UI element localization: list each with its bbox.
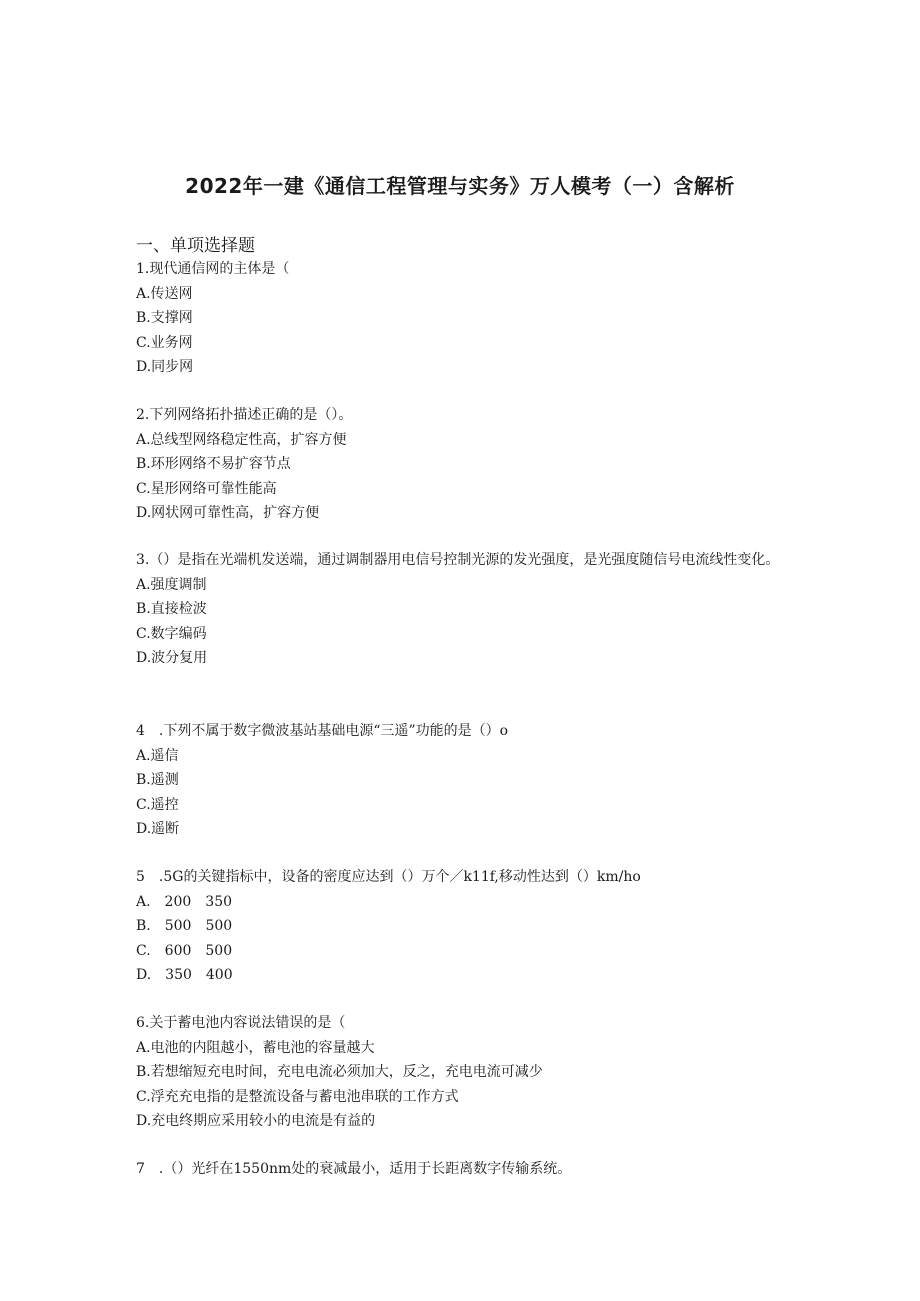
- question-stem: 2.下列网络拓扑描述正确的是（）。: [136, 407, 353, 423]
- option-b: B.支撑网: [136, 310, 193, 326]
- option-c: C. 600 500: [136, 942, 233, 959]
- option-b: B.环形网络不易扩容节点: [136, 456, 291, 472]
- option-d: D.波分复用: [136, 650, 208, 666]
- section-heading: 一、单项选择题: [136, 236, 255, 256]
- option-a: A.传送网: [136, 285, 193, 302]
- question-4: [136, 719, 796, 842]
- option-a: A.遥信: [136, 747, 179, 764]
- question-stem: 6.关于蓄电池内容说法错误的是（: [136, 1015, 346, 1031]
- option-b: B. 500 500: [136, 918, 233, 934]
- question-stem: 4 .下列不属于数字微波基站基础电源“三遥”功能的是（）o: [136, 723, 509, 739]
- option-a: A.总线型网络稳定性高，扩容方便: [136, 431, 347, 448]
- question-stem: 5 .5G的关键指标中，设备的密度应达到（）万个／k11f,移动性达到（）km/ho: [136, 869, 641, 885]
- question-stem: 3.（）是指在光端机发送端，通过调制器用电信号控制光源的发光强度，是光强度随信号电流线性变化。: [136, 552, 780, 568]
- question-5: [136, 865, 796, 988]
- option-b: B.若想缩短充电时间，充电电流必须加大，反之，充电电流可减少: [136, 1064, 543, 1080]
- option-b: B.直接检波: [136, 601, 207, 617]
- option-c: C.浮充充电指的是整流设备与蓄电池串联的工作方式: [136, 1088, 459, 1105]
- question-6: [136, 1011, 796, 1134]
- question-stem: 7 .（）光纤在1550nm处的衰减最小，适用于长距离数字传输系统。: [136, 1161, 572, 1177]
- option-a: A.电池的内阻越小，蓄电池的容量越大: [136, 1039, 375, 1056]
- option-c: C.星形网络可靠性能高: [136, 480, 277, 497]
- option-c: C.遥控: [136, 796, 179, 813]
- option-c: C.数字编码: [136, 625, 207, 642]
- question-2: [136, 403, 796, 526]
- option-c: C.业务网: [136, 334, 193, 351]
- question-7: [136, 1157, 796, 1182]
- question-3: [136, 548, 796, 671]
- option-d: D. 350 400: [136, 967, 233, 983]
- option-d: D.充电终期应采用较小的电流是有益的: [136, 1113, 376, 1129]
- option-d: D.遥断: [136, 821, 180, 837]
- option-a: A.强度调制: [136, 576, 207, 593]
- option-b: B.遥测: [136, 772, 179, 788]
- option-d: D.同步网: [136, 359, 194, 375]
- question-stem: 1.现代通信网的主体是（: [136, 261, 290, 277]
- document-title: 2022年一建《通信工程管理与实务》万人模考（一）含解析: [185, 174, 735, 198]
- question-1: [136, 257, 796, 380]
- option-a: A. 200 350: [136, 893, 233, 910]
- option-d: D.网状网可靠性高，扩容方便: [136, 505, 320, 521]
